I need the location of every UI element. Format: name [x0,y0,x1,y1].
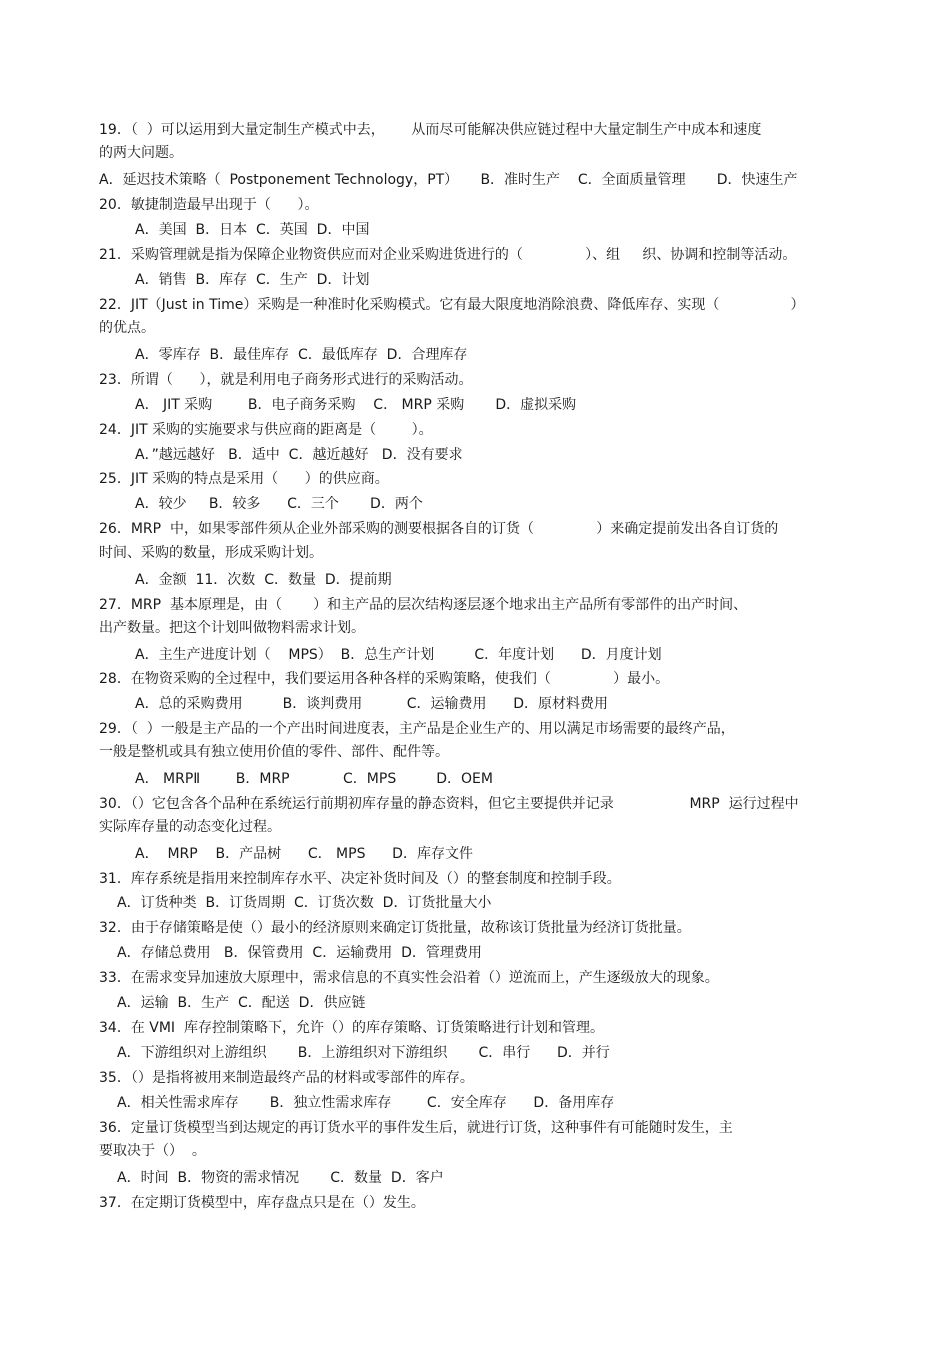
question-36-text-line1: 36．定量订货模型当到达规定的再订货水平的事件发生后，就进行订货，这种事件有可能随时发生，主 [99,1120,733,1136]
question-31-options: A．订货种类 B．订货周期 C．订货次数 D．订货批量大小 [117,895,492,911]
question-20-options: A．美国 B．日本 C．英国 D．中国 [135,222,370,238]
question-31-text: 31．库存系统是指用来控制库存水平、决定补货时间及（）的整套制度和控制手段。 [99,871,621,887]
question-30-options: A． MRP B．产品树 C． MPS D．库存文件 [135,846,473,862]
question-35-options: A．相关性需求库存 B．独立性需求库存 C．安全库存 D．备用库存 [117,1095,615,1111]
question-22-text-line1: 22．JIT（Just in Time）采购是一种准时化采购模式。它有最大限度地消除浪费、降低库存、实现（ ） [99,297,805,313]
question-35-text: 35．（）是指将被用来制造最终产品的材料或零部件的库存。 [99,1070,474,1086]
question-21-options: A．销售 B．库存 C．生产 D．计划 [135,272,370,288]
question-27-options: A．主生产进度计划（ MPS） B．总生产计划 C．年度计划 D．月度计划 [135,647,662,663]
question-24-options: A．”越远越好 B．适中 C．越近越好 D．没有要求 [135,447,463,463]
question-28-options: A．总的采购费用 B．谈判费用 C．运输费用 D．原材料费用 [135,696,608,712]
question-36-options: A．时间 B．物资的需求情况 C．数量 D．客户 [117,1170,444,1186]
question-32-options: A．存储总费用 B．保管费用 C．运输费用 D．管理费用 [117,945,482,961]
question-21-text: 21．采购管理就是指为保障企业物资供应而对企业采购进货进行的（ ）、组 织、协调和控制等活动。 [99,247,797,263]
question-37-text: 37．在定期订货模型中，库存盘点只是在（）发生。 [99,1195,425,1211]
question-32-text: 32．由于存储策略是使（）最小的经济原则来确定订货批量，故称该订货批量为经济订货批量。 [99,920,691,936]
question-24-text: 24．JIT 采购的实施要求与供应商的距离是（ ）。 [99,422,433,438]
question-34-options: A．下游组织对上游组织 B．上游组织对下游组织 C．串行 D．并行 [117,1045,610,1061]
question-36-text-line2: 要取决于（） 。 [99,1143,206,1159]
question-19-options: A．延迟技术策略（ Postponement Technology，PT） B．准时生产 C．全面质量管理 D．快速生产 [99,172,798,188]
question-22-options: A．零库存 B．最佳库存 C．最低库存 D．合理库存 [135,347,468,363]
question-25-text: 25．JIT 采购的特点是采用（ ）的供应商。 [99,471,389,487]
question-29-options: A． MRPⅡ B．MRP C．MPS D．OEM [135,771,493,787]
question-20-text: 20．敏捷制造最早出现于（ ）。 [99,197,319,213]
question-30-text-line1: 30．（）它包含各个品种在系统运行前期初库存量的静态资料，但它主要提供并记录 MRP 运行过程中 [99,796,799,812]
question-29-text-line1: 29．（ ）一般是主产品的一个产出时间进度表，主产品是企业生产的、用以满足市场需要的最终产品， [99,721,735,737]
question-19-text-line1: 19．（ ）可以运用到大量定制生产模式中去， 从而尽可能解决供应链过程中大量定制生产中成本和速度 [99,122,762,138]
question-29-text-line2: 一般是整机或具有独立使用价值的零件、部件、配件等。 [99,744,449,760]
question-34-text: 34．在 VMI 库存控制策略下，允许（）的库存策略、订货策略进行计划和管理。 [99,1020,604,1036]
question-22-text-line2: 的优点。 [99,320,155,336]
question-26-text-line2: 时间、采购的数量，形成采购计划。 [99,545,323,561]
question-28-text: 28．在物资采购的全过程中，我们要运用各种各样的采购策略，使我们（ ）最小。 [99,671,670,687]
question-27-text-line1: 27．MRP 基本原理是，由（ ）和主产品的层次结构逐层逐个地求出主产品所有零部件的出产时间、 [99,597,748,613]
question-26-text-line1: 26．MRP 中，如果零部件须从企业外部采购的测要根据各自的订货（ ）来确定提前发出各自订货的 [99,521,779,537]
question-33-text: 33．在需求变异加速放大原理中，需求信息的不真实性会沿着（）逆流而上，产生逐级放大的现象。 [99,970,719,986]
question-25-options: A．较少 B．较多 C．三个 D．两个 [135,496,423,512]
question-23-options: A． JIT 采购 B．电子商务采购 C． MRP 采购 D．虚拟采购 [135,397,577,413]
question-33-options: A．运输 B．生产 C．配送 D．供应链 [117,995,366,1011]
question-19-text-line2: 的两大问题。 [99,145,183,161]
question-26-options: A．金额 11．次数 C．数量 D．提前期 [135,572,392,588]
question-30-text-line2: 实际库存量的动态变化过程。 [99,819,281,835]
question-23-text: 23．所谓（ ），就是利用电子商务形式进行的采购活动。 [99,372,473,388]
question-27-text-line2: 出产数量。把这个计划叫做物料需求计划。 [99,620,365,636]
